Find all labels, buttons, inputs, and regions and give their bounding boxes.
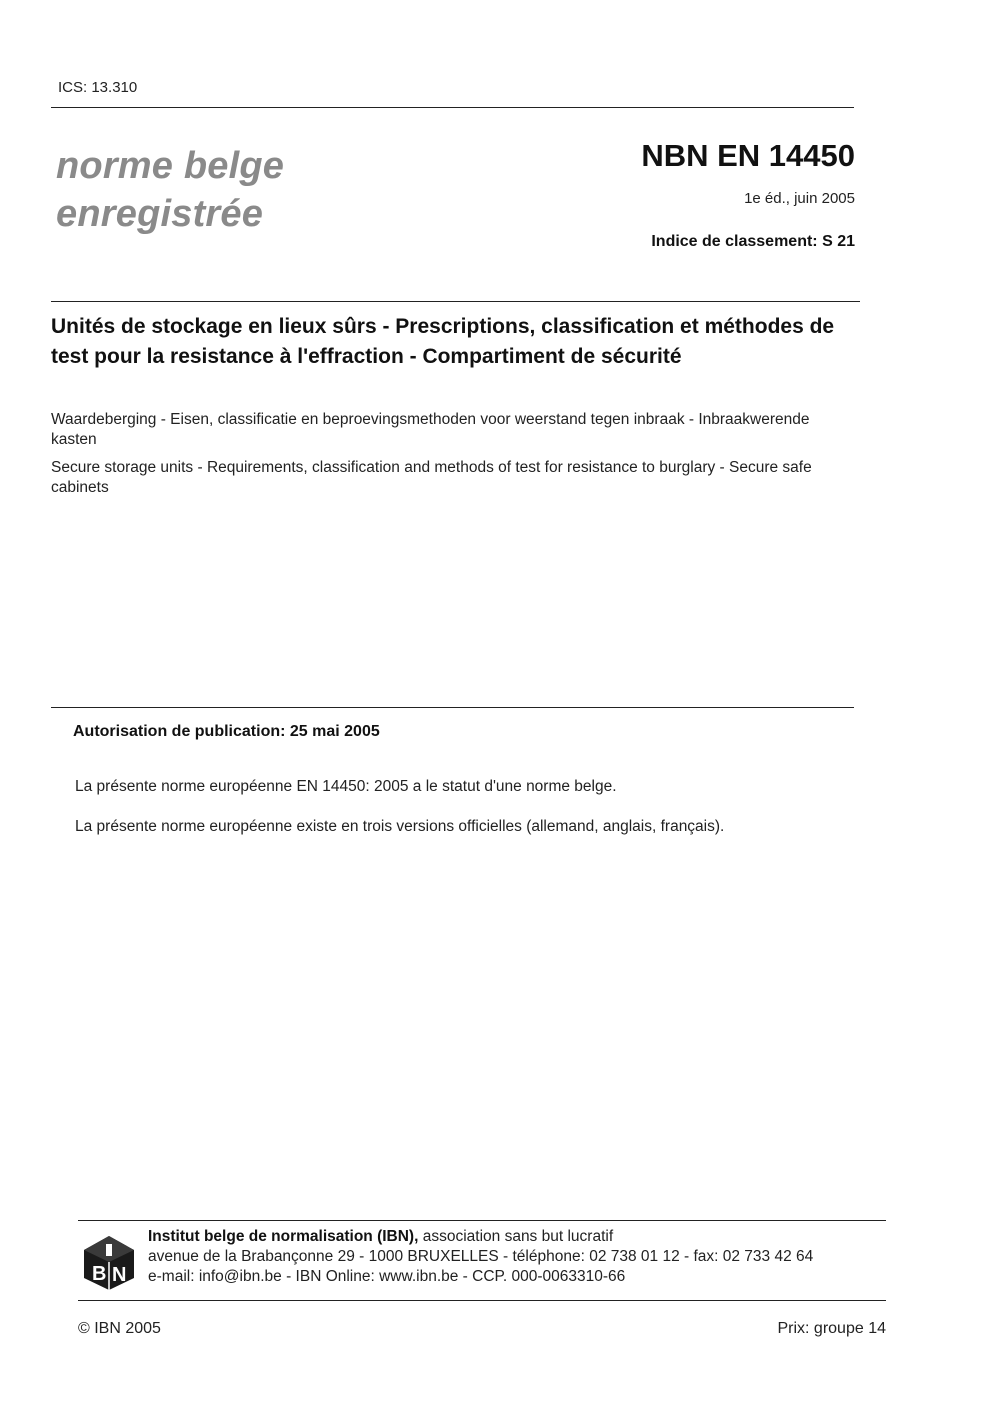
footer-organization-line	[148, 1227, 813, 1247]
standard-code: NBN EN 14450	[641, 138, 855, 173]
copyright: © IBN 2005	[78, 1320, 161, 1337]
title-rule	[51, 301, 860, 302]
edition-date: 1e éd., juin 2005	[744, 190, 855, 207]
status-paragraph: La présente norme européenne EN 14450: 2005 a le statut d'une norme belge.	[75, 778, 617, 795]
svg-text:B: B	[92, 1263, 107, 1285]
footer-bottom-rule	[78, 1300, 886, 1301]
classification-index: Indice de classement: S 21	[651, 233, 855, 250]
ibn-logo-icon	[82, 1234, 136, 1292]
versions-paragraph: La présente norme européenne existe en trois versions officielles (allemand, anglais, français).	[75, 818, 725, 835]
svg-text:N: N	[112, 1264, 127, 1286]
title-french: Unités de stockage en lieux sûrs - Prescriptions, classification et méthodes de test pour la resistance à l'effraction - Compartiment de sécurité	[51, 315, 835, 368]
price-group: Prix: groupe 14	[777, 1320, 886, 1337]
organization-name: Institut belge de normalisation (IBN),	[148, 1228, 419, 1245]
footer-contact: e-mail: info@ibn.be - IBN Online: www.ibn.be - CCP. 000-0063310-66	[148, 1268, 626, 1285]
publication-authorization: Autorisation de publication: 25 mai 2005	[73, 723, 380, 740]
organization-note: association sans but lucratif	[422, 1228, 614, 1245]
brand-line-2: enregistrée	[56, 193, 264, 235]
title-dutch: Waardeberging - Eisen, classificatie en beproevingsmethoden voor weerstand tegen inbraak - Inbraakwerende kasten	[51, 411, 810, 448]
footer-address: avenue de la Brabançonne 29 - 1000 BRUXELLES - téléphone: 02 738 01 12 - fax: 02 733 42 64	[148, 1248, 814, 1265]
footer-institute	[148, 1227, 813, 1287]
ics-code: ICS: 13.310	[58, 79, 138, 96]
title-english: Secure storage units - Requirements, classification and methods of test for resistance to burglary - Secure safe cabinets	[51, 459, 812, 496]
footer-top-rule	[78, 1220, 886, 1221]
brand-title	[56, 142, 284, 238]
publication-rule	[51, 707, 854, 708]
header-rule	[51, 107, 854, 108]
brand-line-1: norme belge	[56, 145, 285, 187]
